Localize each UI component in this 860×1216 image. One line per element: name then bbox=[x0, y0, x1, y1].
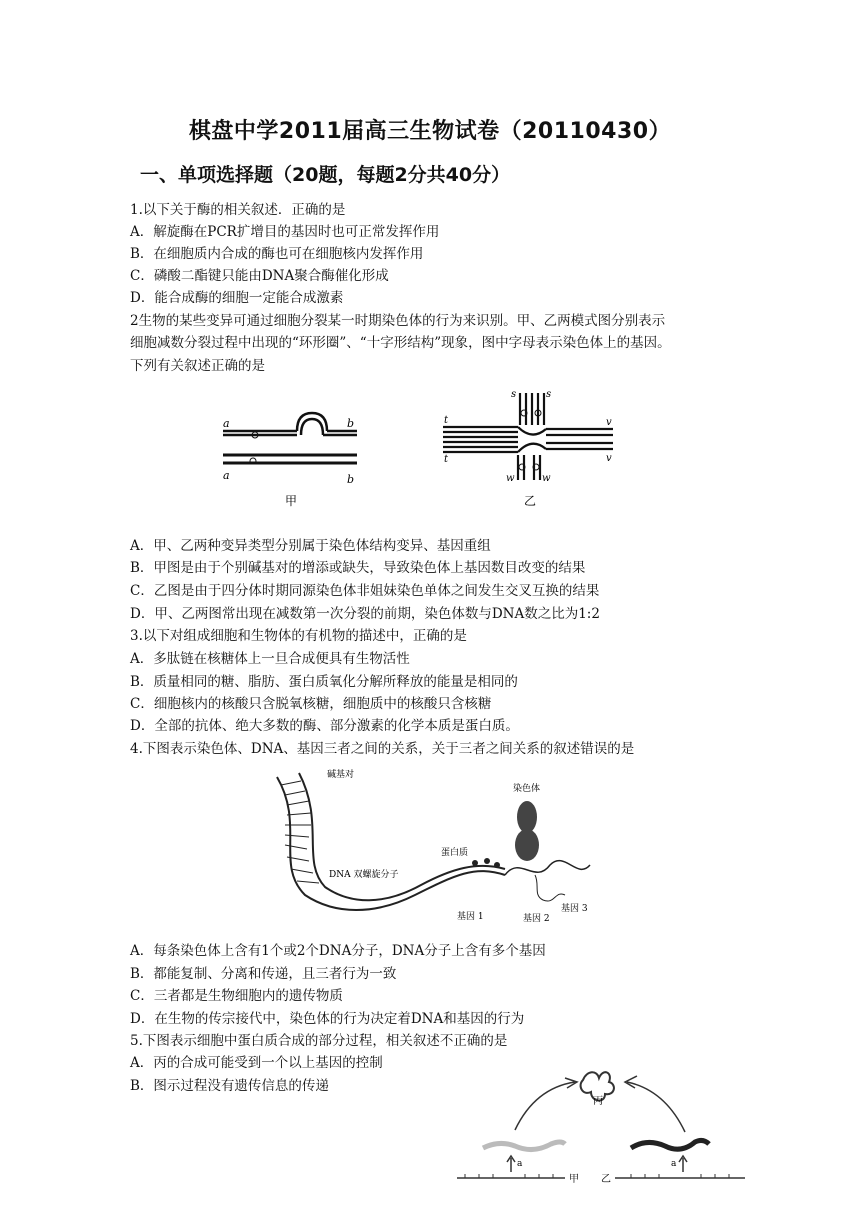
fig-label-yi: 乙 bbox=[601, 1174, 611, 1185]
label-t-bottom: t bbox=[444, 454, 449, 465]
label-w1: w bbox=[506, 473, 515, 484]
q3-option-c: C．细胞核内的核酸只含脱氧核糖，细胞质中的核酸只含核糖 bbox=[130, 696, 492, 712]
q5-stem: 5.下图表示细胞中蛋白质合成的部分过程，相关叙述不正确的是 bbox=[130, 1033, 508, 1049]
caption-yi: 乙 bbox=[524, 494, 537, 508]
q1-option-d: D．能合成酶的细胞一定能合成激素 bbox=[130, 290, 344, 306]
label-t-top: t bbox=[444, 415, 449, 426]
figure-dna-chromosome bbox=[265, 765, 605, 935]
page-title: 棋盘中学2011届高三生物试卷（20110430） bbox=[188, 119, 672, 144]
q2-option-a: A．甲、乙两种变异类型分别属于染色体结构变异、基因重组 bbox=[130, 538, 491, 554]
q1-option-a: A．解旋酶在PCR扩增目的基因时也可正常发挥作用 bbox=[130, 224, 440, 240]
fig-label-protein: 蛋白质 bbox=[441, 848, 469, 858]
q1-option-c: C．磷酸二酯键只能由DNA聚合酶催化形成 bbox=[130, 268, 389, 284]
label-b-bottom: b bbox=[347, 473, 355, 486]
label-v-top: v bbox=[606, 417, 612, 428]
fig-label-dna: DNA 双螺旋分子 bbox=[329, 870, 399, 880]
figure-yi-cross bbox=[438, 385, 618, 510]
q2-stem-line3: 下列有关叙述正确的是 bbox=[130, 358, 265, 374]
fig-label-jia: 甲 bbox=[569, 1174, 579, 1185]
caption-jia: 甲 bbox=[285, 494, 298, 508]
label-s2: s bbox=[546, 389, 552, 400]
q3-stem: 3.以下对组成细胞和生物体的有机物的描述中，正确的是 bbox=[130, 628, 467, 644]
fig-label-bing: 丙 bbox=[593, 1096, 603, 1107]
fig-label-a1: a bbox=[517, 1159, 523, 1169]
q4-option-d: D．在生物的传宗接代中，染色体的行为决定着DNA和基因的行为 bbox=[130, 1011, 525, 1027]
q4-option-a: A．每条染色体上含有1个或2个DNA分子，DNA分子上含有多个基因 bbox=[130, 943, 546, 959]
q1-option-b: B．在细胞质内合成的酶也可在细胞核内发挥作用 bbox=[130, 246, 424, 262]
q2-stem-line1: 2生物的某些变异可通过细胞分裂某一时期染色体的行为来识别。甲、乙两模式图分别表示 bbox=[130, 313, 666, 329]
fig-label-gene3: 基因 3 bbox=[561, 904, 588, 914]
q3-option-b: B．质量相同的糖、脂肪、蛋白质氧化分解所释放的能量是相同的 bbox=[130, 674, 518, 690]
q2-option-d: D．甲、乙两图常出现在减数第一次分裂的前期，染色体数与DNA数之比为1:2 bbox=[130, 606, 600, 622]
fig-label-gene1: 基因 1 bbox=[457, 912, 484, 922]
label-a-bottom: a bbox=[223, 469, 230, 482]
label-a-top: a bbox=[223, 417, 230, 430]
fig-label-gene2: 基因 2 bbox=[523, 914, 550, 924]
label-b-top: b bbox=[347, 417, 355, 430]
fig-label-chromosome: 染色体 bbox=[513, 784, 541, 794]
section-heading: 一、单项选择题（20题，每题2分共40分） bbox=[140, 164, 511, 186]
q3-option-a: A．多肽链在核糖体上一旦合成便具有生物活性 bbox=[130, 651, 410, 667]
q3-option-d: D．全部的抗体、绝大多数的酶、部分激素的化学本质是蛋白质。 bbox=[130, 718, 519, 734]
q4-stem: 4.下图表示染色体、DNA、基因三者之间的关系，关于三者之间关系的叙述错误的是 bbox=[130, 741, 635, 757]
q5-option-a: A．丙的合成可能受到一个以上基因的控制 bbox=[130, 1055, 383, 1071]
q2-stem-line2: 细胞减数分裂过程中出现的“环形圈”、“十字形结构”现象，图中字母表示染色体上的基因。 bbox=[130, 335, 671, 351]
fig-label-base-pair: 碱基对 bbox=[327, 770, 355, 780]
figure-protein-synthesis bbox=[455, 1060, 755, 1190]
q1-stem: 1.以下关于酶的相关叙述．正确的是 bbox=[130, 202, 346, 218]
label-v-bottom: v bbox=[606, 453, 612, 464]
figure-jia-loop bbox=[215, 405, 365, 515]
q2-option-c: C．乙图是由于四分体时期同源染色体非姐妹染色单体之间发生交叉互换的结果 bbox=[130, 583, 600, 599]
label-w2: w bbox=[542, 473, 551, 484]
fig-label-a2: a bbox=[671, 1159, 677, 1169]
q2-option-b: B．甲图是由于个别碱基对的增添或缺失，导致染色体上基因数目改变的结果 bbox=[130, 560, 586, 576]
label-s1: s bbox=[511, 389, 517, 400]
q5-option-b: B．图示过程没有遗传信息的传递 bbox=[130, 1078, 329, 1094]
q4-option-b: B．都能复制、分离和传递，且三者行为一致 bbox=[130, 966, 397, 982]
q4-option-c: C．三者都是生物细胞内的遗传物质 bbox=[130, 988, 343, 1004]
